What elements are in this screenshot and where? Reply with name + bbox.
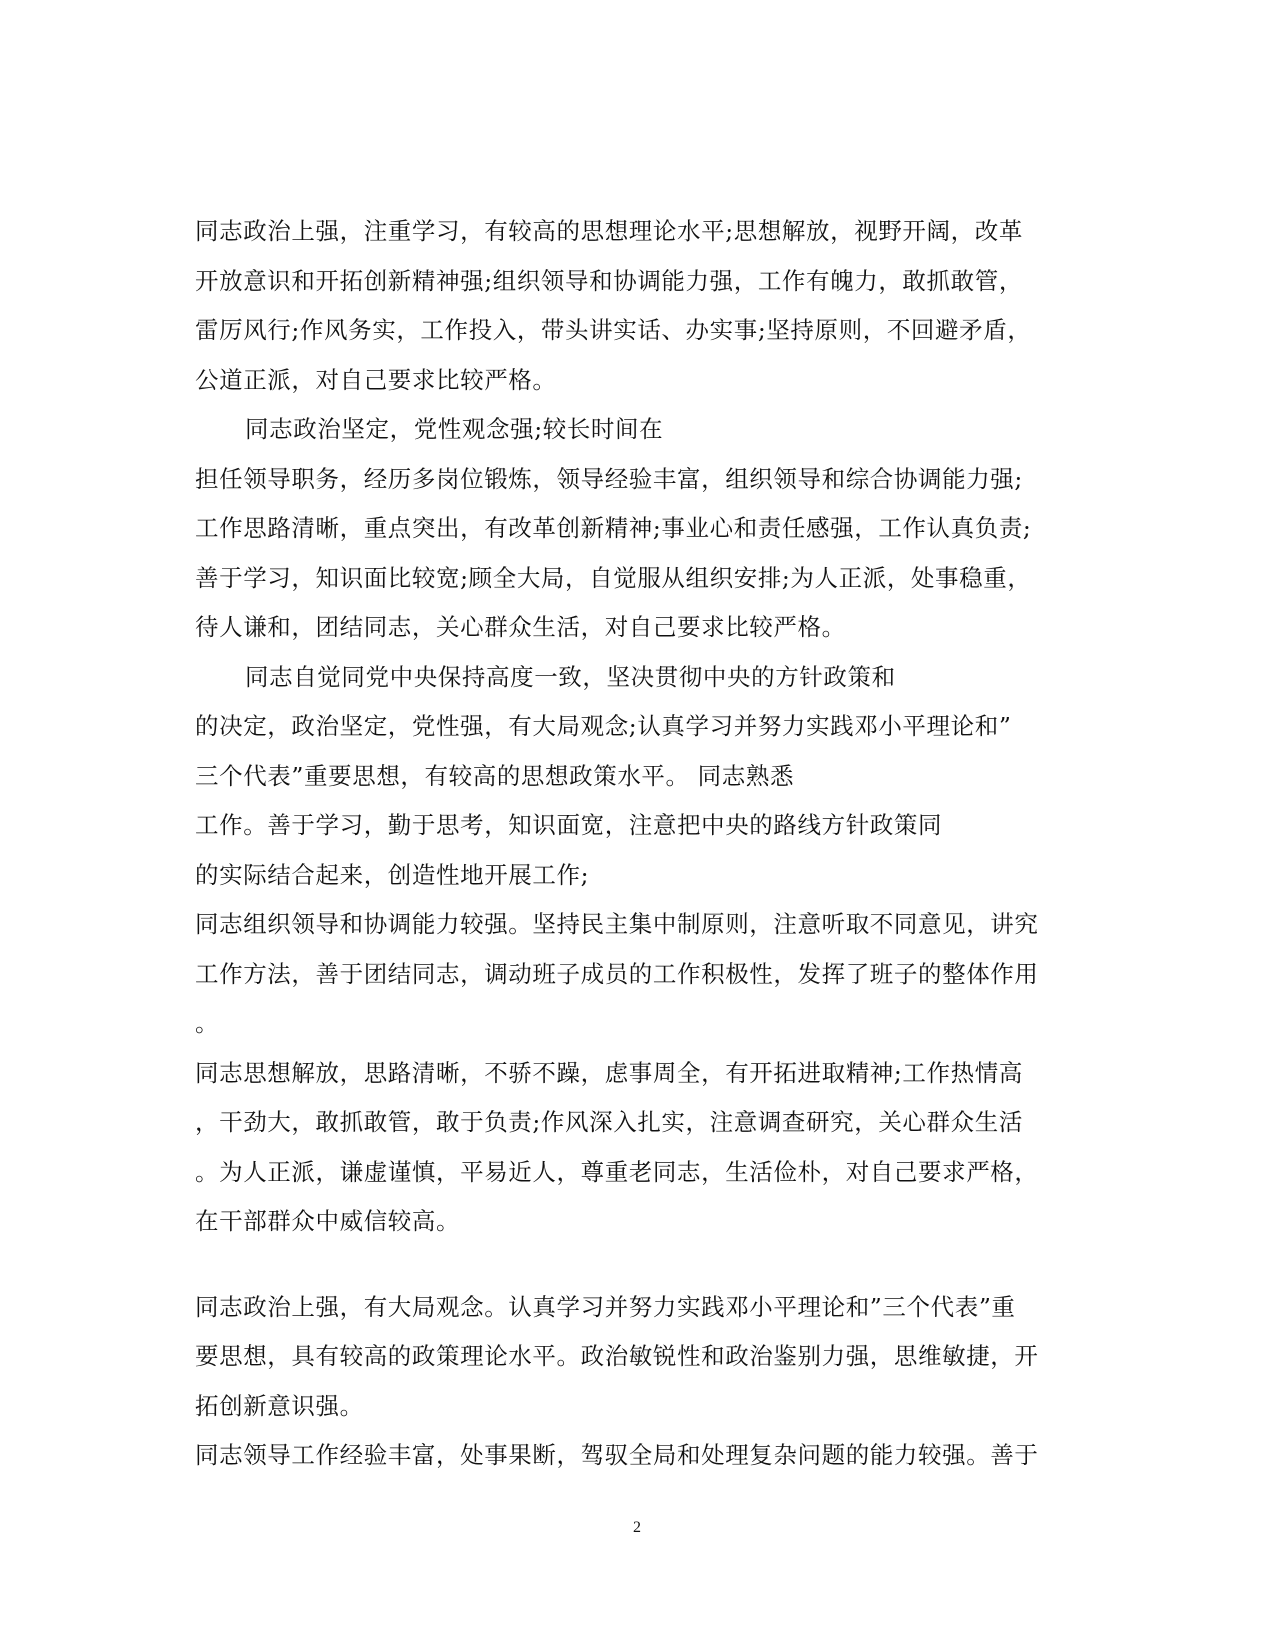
text-line: 雷厉风行;作风务实，工作投入，带头讲实话、办实事;坚持原则，不回避矛盾， bbox=[195, 316, 1032, 344]
text-line: 。 bbox=[195, 1009, 220, 1037]
text-line: 同志政治上强，有大局观念。认真学习并努力实践邓小平理论和”三个代表”重 bbox=[195, 1292, 1016, 1321]
paragraph-gap bbox=[195, 1247, 1080, 1283]
text-line: 三个代表”重要思想，有较高的思想政策水平。 同志熟悉 bbox=[195, 761, 795, 790]
page-number: 2 bbox=[633, 1519, 641, 1536]
text-line: 在干部群众中威信较高。 bbox=[195, 1207, 461, 1235]
text-line: 开放意识和开拓创新精神强;组织领导和协调能力强，工作有魄力，敢抓敢管， bbox=[195, 266, 1023, 295]
text-line: 公道正派，对自己要求比较严格。 bbox=[195, 365, 557, 394]
text-line: 担任领导职务，经历多岗位锻炼，领导经验丰富，组织领导和综合协调能力强; bbox=[195, 464, 1023, 493]
text-line: 同志思想解放，思路清晰，不骄不躁，虑事周全，有开拓进取精神;工作热情高 bbox=[195, 1058, 1023, 1087]
text-line: 同志领导工作经验丰富，处事果断，驾驭全局和处理复杂问题的能力较强。善于 bbox=[195, 1441, 1039, 1469]
text-line: 同志自觉同党中央保持高度一致，坚决贯彻中央的方针政策和 bbox=[245, 662, 896, 691]
text-line: 的决定，政治坚定，党性强，有大局观念;认真学习并努力实践邓小平理论和” bbox=[195, 712, 1012, 740]
text-line: 的实际结合起来，创造性地开展工作; bbox=[195, 860, 590, 889]
text-line: 工作。善于学习，勤于思考，知识面宽，注意把中央的路线方针政策同 bbox=[195, 811, 943, 839]
document-body bbox=[195, 207, 1080, 1481]
text-line: 善于学习，知识面比较宽;顾全大局，自觉服从组织安排;为人正派，处事稳重， bbox=[195, 563, 1032, 592]
text-line: 拓创新意识强。 bbox=[195, 1391, 364, 1420]
text-line: 同志组织领导和协调能力较强。坚持民主集中制原则，注意听取不同意见，讲究 bbox=[195, 910, 1039, 938]
text-line: 要思想，具有较高的政策理论水平。政治敏锐性和政治鉴别力强，思维敏捷，开 bbox=[195, 1342, 1039, 1370]
text-line: 同志政治坚定，党性观念强;较长时间在 bbox=[245, 415, 664, 443]
text-line: ，干劲大，敢抓敢管，敢于负责;作风深入扎实，注意调查研究，关心群众生活 bbox=[195, 1108, 1023, 1136]
text-line: 。为人正派，谦虚谨慎，平易近人，尊重老同志，生活俭朴，对自己要求严格， bbox=[195, 1157, 1039, 1186]
text-line: 待人谦和，团结同志，关心群众生活，对自己要求比较严格。 bbox=[195, 613, 846, 641]
text-line: 工作思路清晰，重点突出，有改革创新精神;事业心和责任感强，工作认真负责; bbox=[195, 514, 1032, 542]
text-line: 同志政治上强，注重学习，有较高的思想理论水平;思想解放，视野开阔，改革 bbox=[195, 217, 1023, 245]
text-line: 工作方法，善于团结同志，调动班子成员的工作积极性，发挥了班子的整体作用 bbox=[195, 959, 1039, 988]
